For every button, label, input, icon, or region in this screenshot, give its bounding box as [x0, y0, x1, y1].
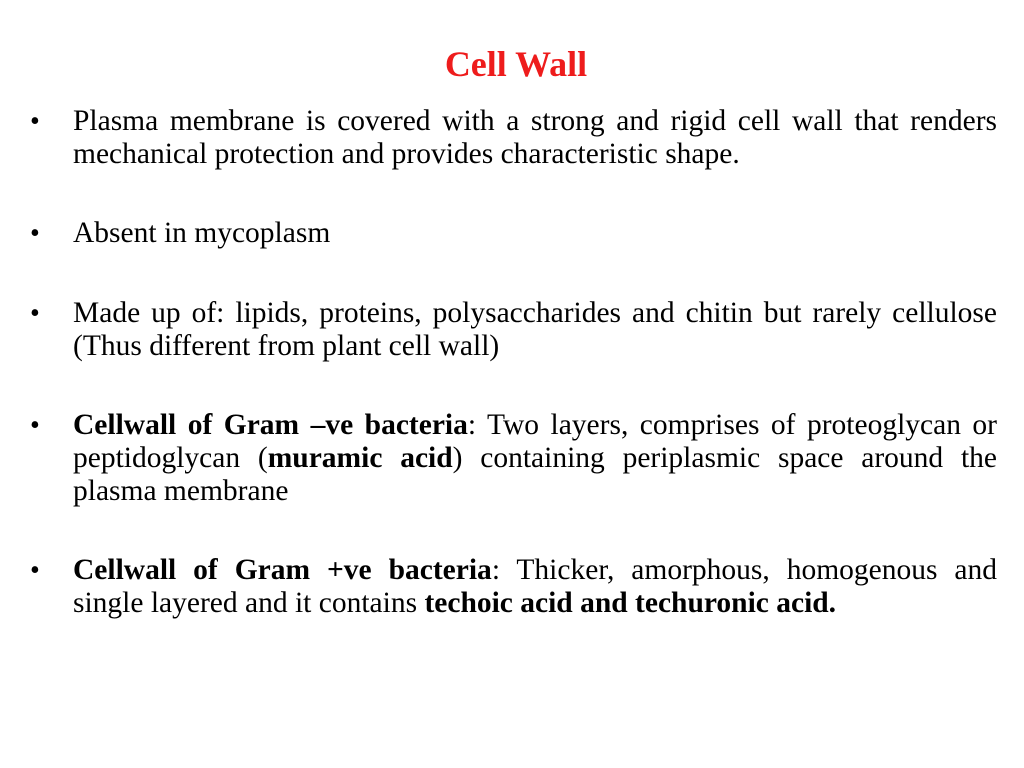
bullet-text-run: Plasma membrane is covered with a strong and rigid cell wall that renders mechanical protection and provides characteristic shape. — [73, 105, 997, 170]
bullet-text-run: ) containing periplasmic space around the plasma membrane — [73, 442, 997, 507]
bullet-text-run: : Two layers, comprises of proteoglycan or peptidoglycan ( — [73, 409, 997, 474]
bullet-bold-term: techoic acid and techuronic acid. — [424, 587, 837, 619]
bullet-dot-icon: • — [30, 555, 40, 586]
bullet-text — [73, 105, 997, 171]
bullet-text-run: Absent in mycoplasm — [73, 217, 331, 249]
bullet-text — [73, 554, 997, 620]
bullet-text — [73, 297, 997, 363]
bullet-text-run: Made up of: lipids, proteins, polysaccharides and chitin but rarely cellulose (Thus different from plant cell wall) — [73, 297, 997, 362]
bullet-dot-icon: • — [30, 298, 40, 329]
bullet-dot-icon: • — [30, 106, 40, 137]
slide-title: Cell Wall — [444, 44, 588, 84]
bullet-bold-heading: Cellwall of Gram –ve bacteria — [73, 409, 468, 441]
bullet-text-run: : Thicker, amorphous, homogenous and single layered and it contains — [73, 554, 997, 619]
bullet-dot-icon: • — [30, 410, 40, 441]
bullet-bold-heading: Cellwall of Gram +ve bacteria — [73, 554, 492, 586]
bullet-text — [73, 409, 997, 508]
bullet-dot-icon: • — [30, 218, 40, 249]
bullet-bold-term: muramic acid — [267, 442, 453, 474]
bullet-text — [73, 217, 997, 250]
